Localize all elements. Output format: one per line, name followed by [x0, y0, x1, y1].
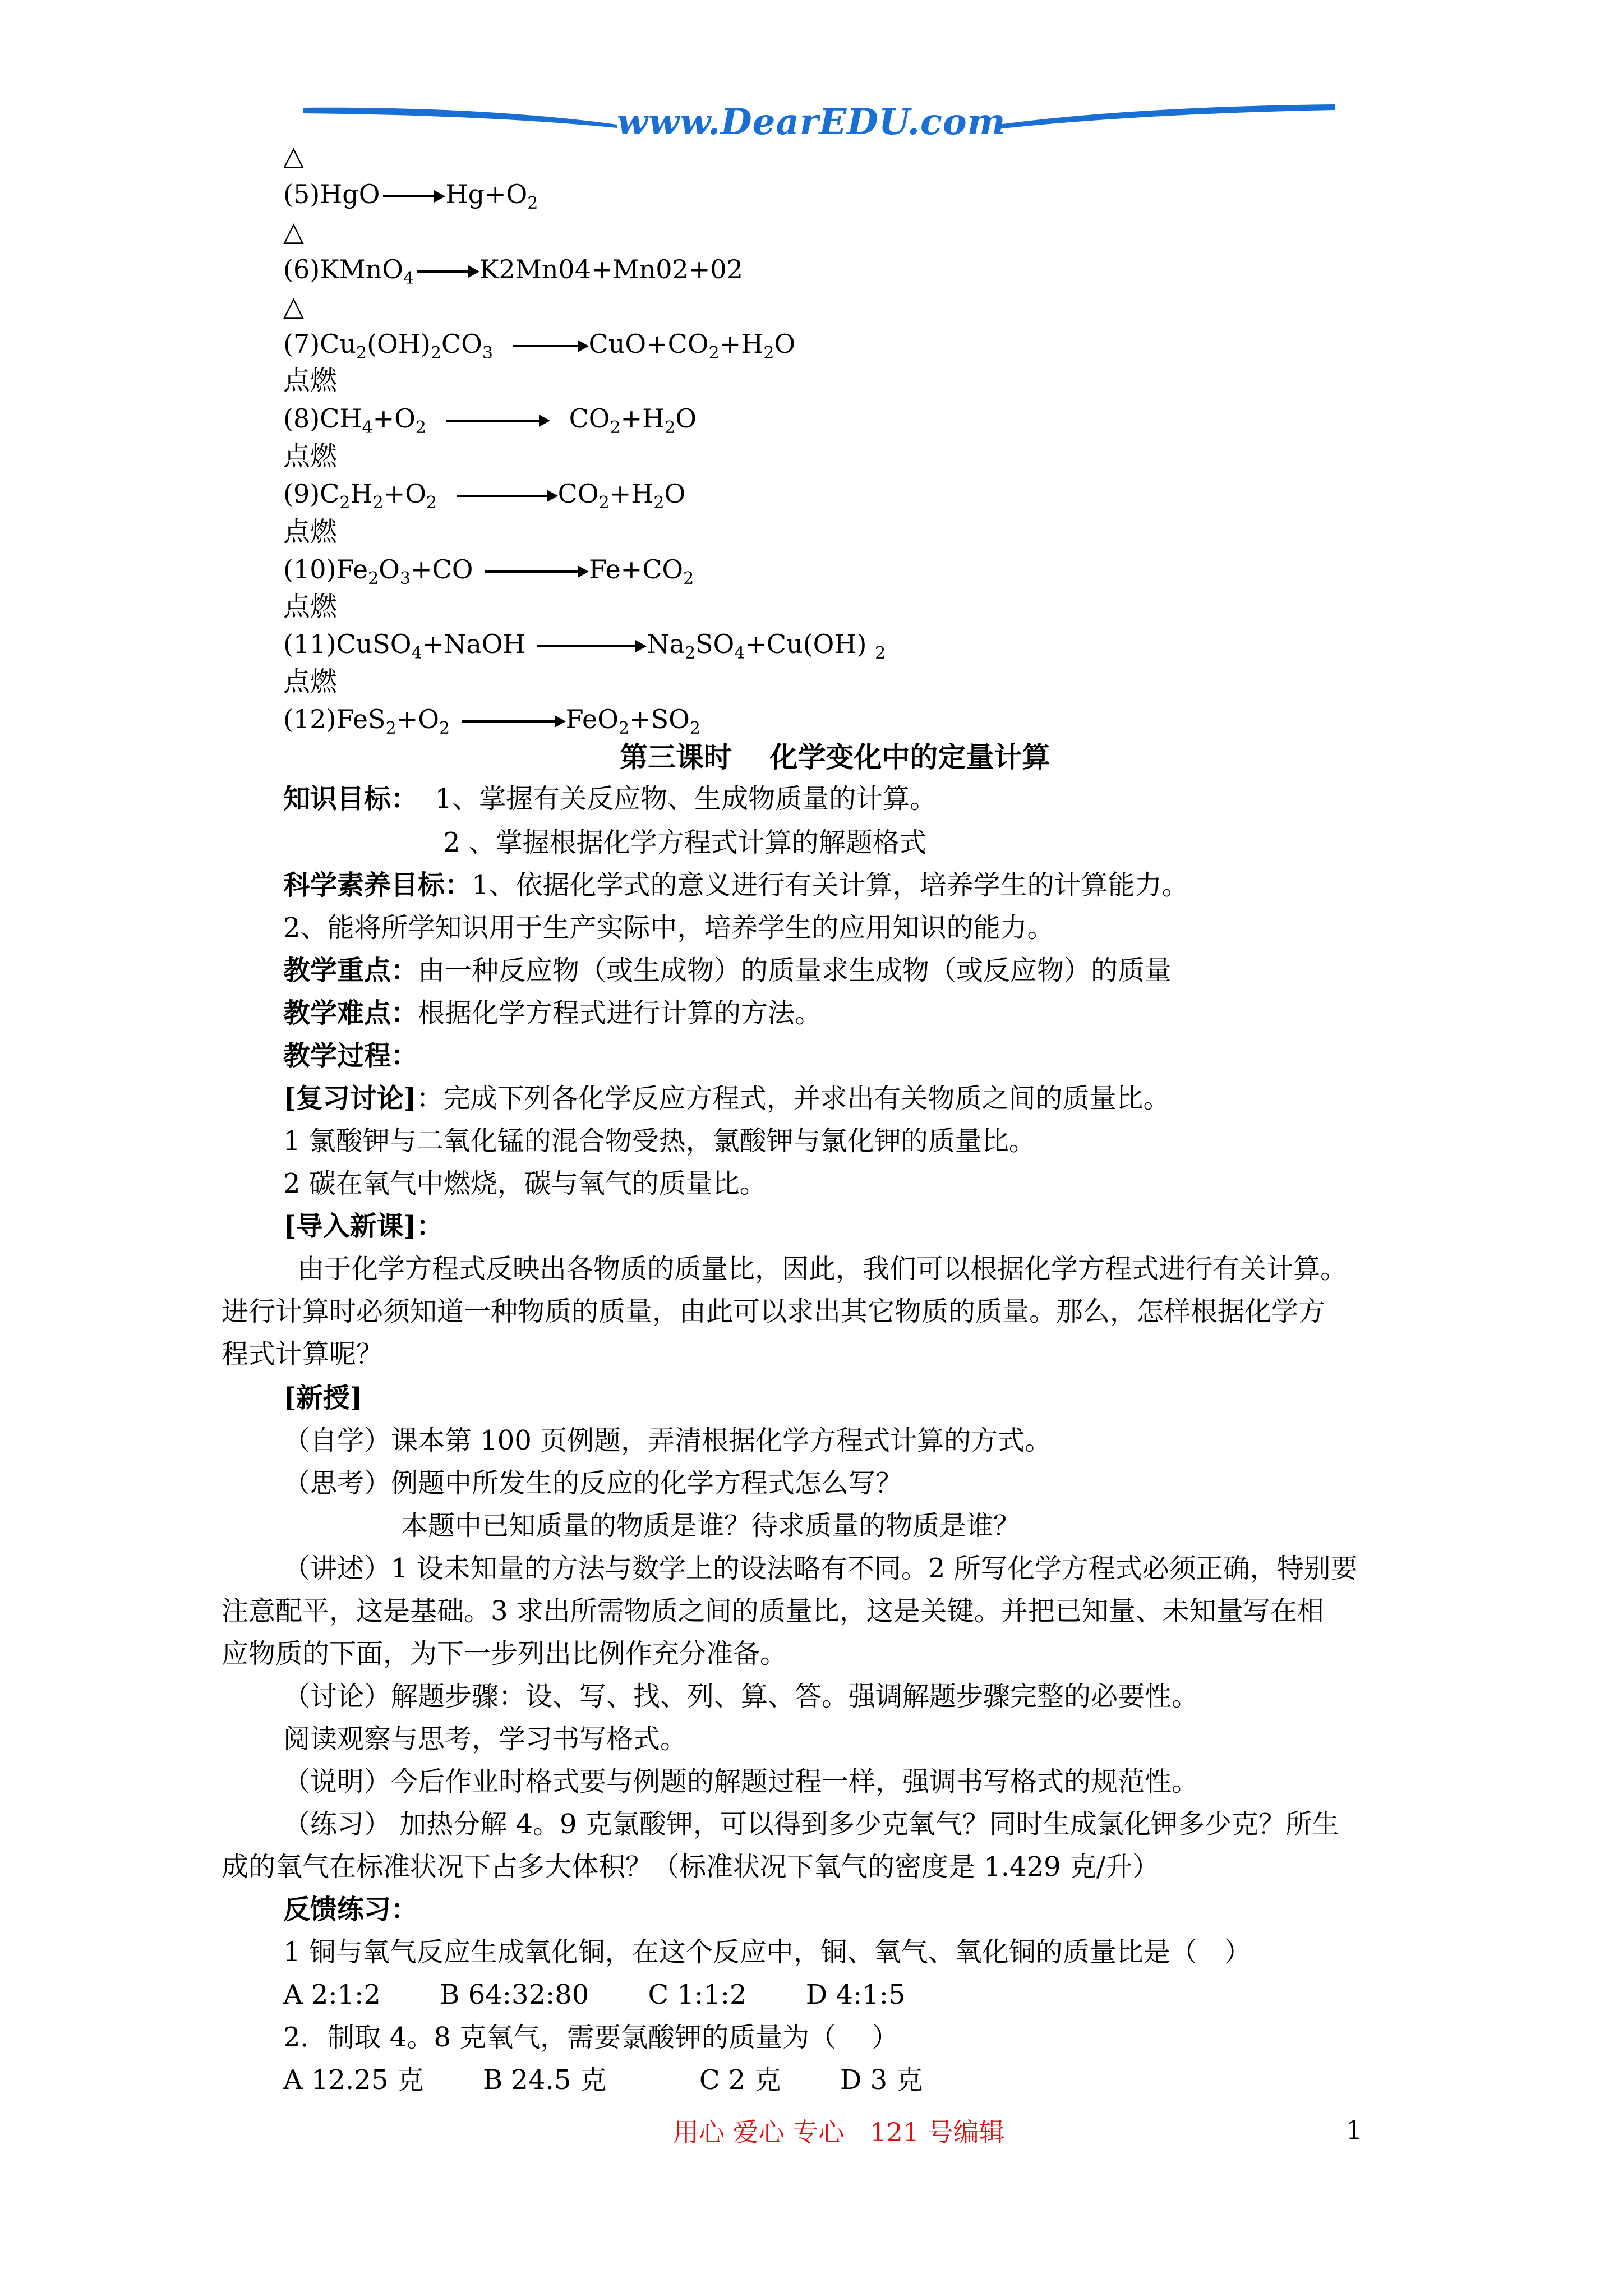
read-observe: 阅读观察与思考，学习书写格式。: [283, 1723, 688, 1755]
reaction-7: $(7)Cu_2(OH)_2CO_3$ $CuO+CO_2+H_2O$: [283, 329, 796, 363]
think-1: （思考）例题中所发生的反应的化学方程式怎么写？: [283, 1467, 903, 1499]
knowledge-goal-2: 2 、掌握根据化学方程式计算的解题格式: [443, 827, 926, 858]
reaction-6: (6)KMnO$_4$ K2Mn04+Mn02+02: [283, 254, 743, 288]
new-lesson-heading: [新授]: [283, 1382, 363, 1414]
reaction-condition: △: [283, 291, 304, 322]
note: （说明）今后作业时格式要与例题的解题过程一样，强调书写格式的规范性。: [283, 1766, 1199, 1797]
reaction-arrow: [462, 720, 562, 723]
knowledge-goal: 知识目标： 1、掌握有关反应物、生成物质量的计算。: [283, 783, 937, 815]
reaction-5: (5)HgO $Hg+O_2$: [283, 179, 538, 213]
discuss: （讨论）解题步骤：设、写、找、列、算、答。强调解题步骤完整的必要性。: [283, 1681, 1199, 1712]
teaching-difficulty: 教学难点：根据化学方程式进行计算的方法。: [283, 997, 822, 1029]
intro-paragraph-line: 程式计算呢？: [222, 1338, 384, 1370]
reaction-11: (11)CuSO$_4$+NaOH $Na_2SO_4+Cu(OH)$ $_2$: [283, 629, 886, 663]
footer-text: 用心 爱心 专心 121 号编辑: [673, 2117, 1005, 2147]
option: A 12.25 克: [283, 2064, 424, 2096]
intro-paragraph-line: 由于化学方程式反映出各物质的质量比，因此，我们可以根据化学方程式进行有关计算。: [297, 1253, 1348, 1285]
site-logo-text: www.DearEDU.com: [617, 101, 1006, 143]
reaction-arrow: [446, 420, 547, 422]
feedback-heading: 反馈练习：: [283, 1894, 418, 1925]
option: D 4:1:5: [805, 1979, 906, 2010]
practice-line: （练习） 加热分解 4。9 克氯酸钾，可以得到多少克氧气？同时生成氯化钾多少克？所生: [283, 1809, 1339, 1840]
review-item-1: 1 氯酸钾与二氧化锰的混合物受热，氯酸钾与氯化钾的质量比。: [283, 1125, 1036, 1157]
reaction-8: $(8)CH_4+O_2$ $CO_2+H_2O$: [283, 403, 697, 438]
review-item-2: 2 碳在氧气中燃烧，碳与氧气的质量比。: [283, 1168, 767, 1199]
reaction-condition: 点燃: [283, 666, 338, 697]
review-section: [复习讨论]：完成下列各化学反应方程式，并求出有关物质之间的质量比。: [283, 1083, 1170, 1114]
question-2: 2．制取 4。8 克氧气，需要氯酸钾的质量为（ ）: [283, 2022, 899, 2053]
teaching-process-heading: 教学过程：: [283, 1040, 418, 1071]
reaction-9: $(9)C_2H_2+O_2$ $CO_2+H_2O$: [283, 478, 686, 513]
option: C 2 克: [699, 2064, 781, 2096]
reaction-arrow: [457, 495, 555, 497]
lesson-title: 第三课时 化学变化中的定量计算: [620, 740, 1050, 774]
question-1: 1 铜与氧气反应生成氧化铜，在这个反应中，铜、氧气、氧化铜的质量比是（ ）: [283, 1936, 1251, 1968]
reaction-condition: 点燃: [283, 365, 338, 396]
think-2: 本题中已知质量的物质是谁？待求质量的物质是谁？: [401, 1510, 1021, 1542]
reaction-condition: △: [283, 140, 304, 172]
teaching-key: 教学重点：由一种反应物（或生成物）的质量求生成物（或反应物）的质量: [283, 955, 1172, 986]
science-goal: 科学素养目标：1、依据化学式的意义进行有关计算，培养学生的计算能力。: [283, 869, 1189, 901]
reaction-arrow: [537, 645, 643, 647]
practice-line: 成的氧气在标准状况下占多大体积？（标准状况下氧气的密度是 1.429 克/升）: [222, 1851, 1160, 1883]
question-1-options: [283, 1977, 905, 2013]
option: D 3 克: [840, 2064, 923, 2096]
science-goal-2: 2、能将所学知识用于生产实际中，培养学生的应用知识的能力。: [283, 912, 1054, 944]
explain-line: （讲述）1 设未知量的方法与数学上的设法略有不同。2 所写化学方程式必须正确，特别要: [283, 1553, 1358, 1584]
reaction-10: $(10)Fe_2O_3+CO$ $Fe+CO_2$: [283, 554, 694, 588]
reaction-arrow: [383, 195, 442, 197]
reaction-12: $(12)FeS_2+O_2$ $FeO_2+SO_2$: [283, 704, 700, 738]
explain-line: 注意配平，这是基础。3 求出所需物质之间的质量比，这是关键。并把已知量、未知量写在相: [222, 1595, 1324, 1627]
question-2-options: [283, 2062, 923, 2098]
page-number: 1: [1346, 2115, 1363, 2145]
reaction-arrow: [417, 270, 476, 273]
option: B 64:32:80: [440, 1979, 589, 2010]
reaction-condition: 点燃: [283, 440, 338, 472]
reaction-condition: 点燃: [283, 516, 338, 547]
reaction-arrow: [513, 345, 585, 347]
intro-heading: [导入新课]：: [283, 1211, 444, 1242]
option: B 24.5 克: [482, 2064, 607, 2096]
option: A 2:1:2: [283, 1979, 381, 2010]
explain-line: 应物质的下面，为下一步列出比例作充分准备。: [222, 1638, 787, 1669]
option: C 1:1:2: [648, 1979, 747, 2010]
reaction-condition: 点燃: [283, 591, 338, 622]
reaction-condition: △: [283, 216, 304, 247]
reaction-arrow: [485, 570, 585, 573]
intro-paragraph-line: 进行计算时必须知道一种物质的质量，由此可以求出其它物质的质量。那么，怎样根据化学方: [222, 1296, 1326, 1327]
self-study: （自学）课本第 100 页例题，弄清根据化学方程式计算的方式。: [283, 1425, 1052, 1456]
